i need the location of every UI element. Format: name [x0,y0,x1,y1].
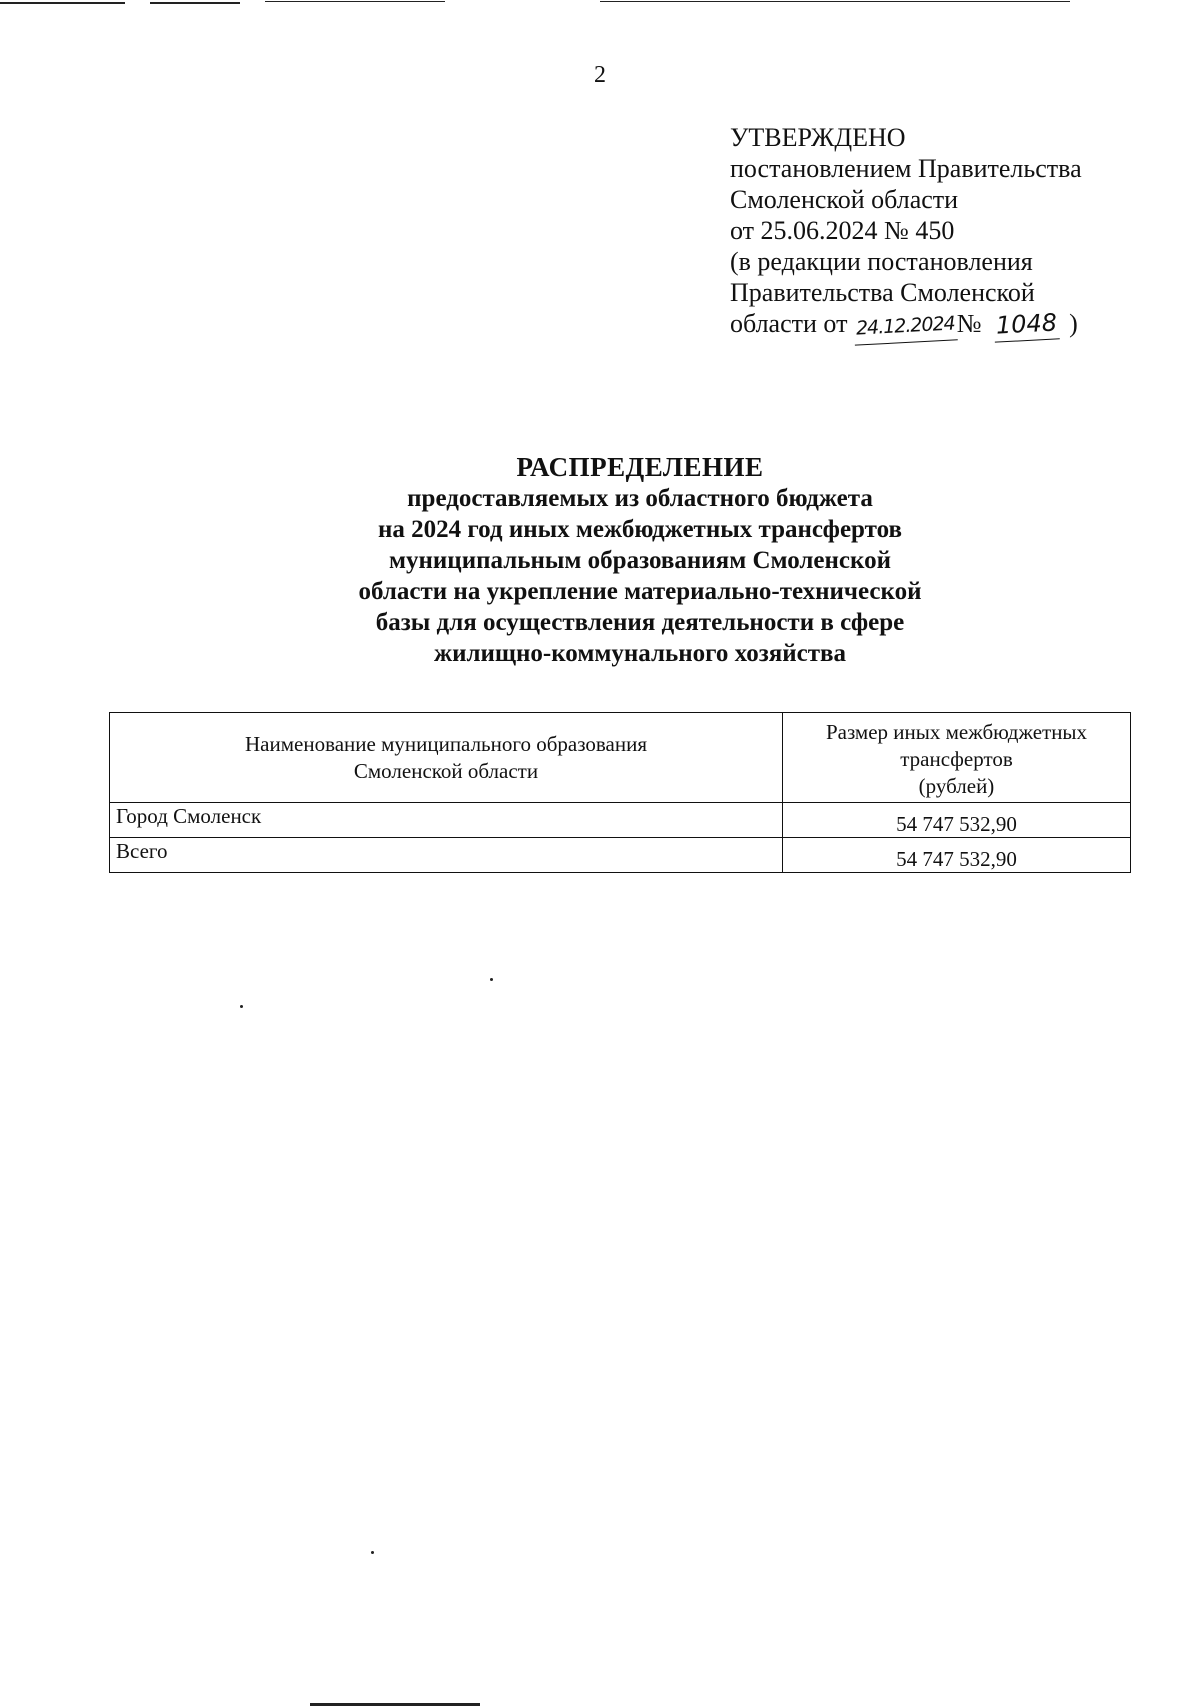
municipality-name-cell: Город Смоленск [110,803,783,838]
header-municipality-name [110,713,783,803]
document-title [280,452,1000,669]
approval-line: (в редакции постановления [730,247,1033,276]
header-text: трансфертов [900,747,1013,771]
amendment-prefix: области от [730,309,848,338]
title-line: предоставляемых из областного бюджета [407,485,873,512]
table-total-row [110,838,1131,873]
table-header-row [110,713,1131,803]
scan-speck [490,978,493,981]
total-label-cell: Всего [110,838,783,873]
approval-stamp-block [730,122,1170,343]
transfer-amount-cell: 54 747 532,90 [783,803,1131,838]
amendment-suffix: ) [1069,309,1078,338]
approval-status: УТВЕРЖДЕНО [730,123,906,152]
approval-line: от 25.06.2024 № 450 [730,216,955,245]
header-transfer-amount [783,713,1131,803]
handwritten-amendment-number: 1048 [993,307,1060,342]
distribution-table [109,712,1131,873]
scan-speck [371,1551,374,1554]
header-text: (рублей) [918,774,995,798]
approval-line: Смоленской области [730,185,959,214]
scan-speck [240,1005,243,1008]
total-amount-cell: 54 747 532,90 [783,838,1131,873]
scan-artifact-top-right [600,1,1070,2]
title-line: области на укрепление материально-технической [358,578,922,605]
approval-line: Правительства Смоленской [730,278,1035,307]
title-line: базы для осуществления деятельности в сфере [375,609,905,636]
scan-artifact-top-middle [150,2,240,4]
title-line: жилищно-коммунального хозяйства [433,640,847,667]
title-line: на 2024 год иных межбюджетных трансфертов [378,516,902,543]
header-text: Размер иных межбюджетных [825,720,1088,744]
page-number: 2 [594,62,606,88]
scan-artifact-top-left [0,2,125,4]
header-text: Наименование муниципального образования [245,731,647,756]
approval-amendment-line [730,308,1170,343]
table-row [110,803,1131,838]
handwritten-amendment-date: 24.12.2024 [853,308,957,345]
number-sign: № [956,309,982,338]
approval-line: постановлением Правительства [730,154,1082,183]
scan-artifact-bottom [310,1703,480,1706]
title-line: муниципальным образованиям Смоленской [388,547,892,574]
title-heading: РАСПРЕДЕЛЕНИЕ [516,452,764,482]
scan-artifact-top-center [265,1,445,2]
header-text: Смоленской области [353,758,539,783]
